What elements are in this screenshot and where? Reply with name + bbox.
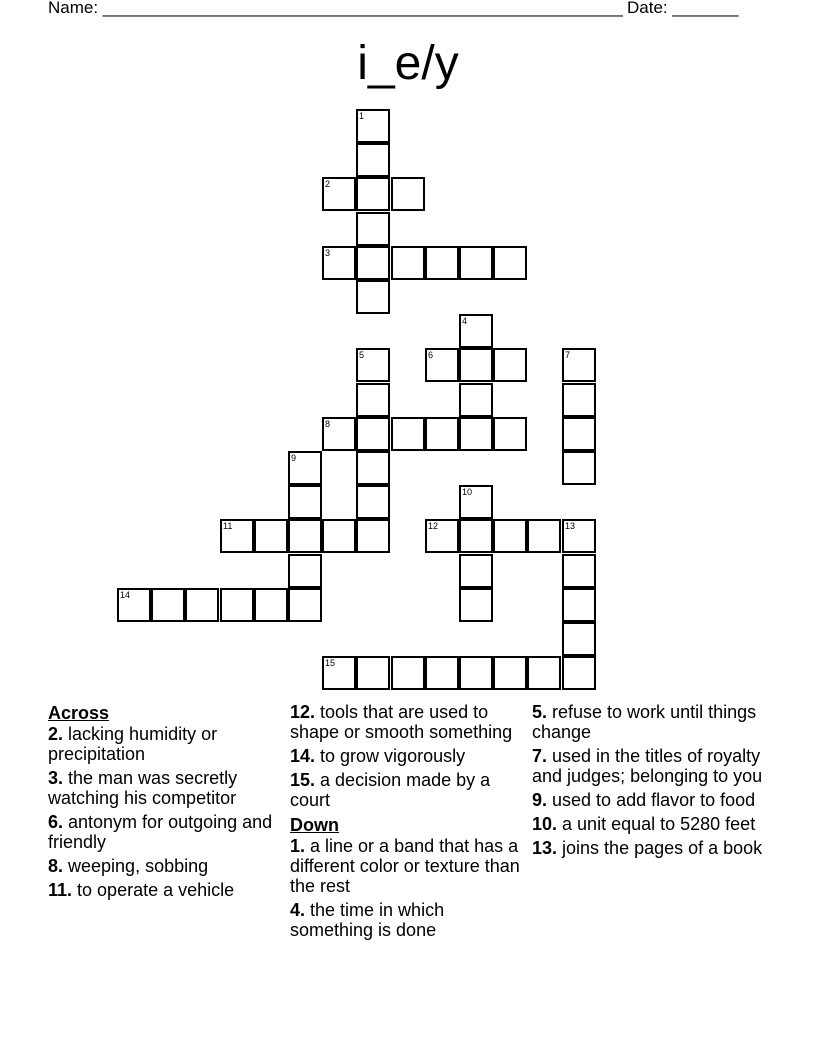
clue-text: used to add flavor to food	[547, 790, 756, 810]
grid-cell[interactable]	[425, 246, 459, 280]
grid-cell[interactable]	[562, 519, 596, 553]
clue-text: the man was secretly watching his competitor	[48, 768, 238, 808]
clue-across-11	[48, 880, 280, 900]
clue-number: 11.	[48, 880, 73, 900]
clue-number: 7.	[532, 746, 548, 766]
grid-cell[interactable]	[425, 348, 459, 382]
grid-cell[interactable]	[493, 519, 527, 553]
grid-cell[interactable]	[425, 656, 459, 690]
grid-cell[interactable]	[254, 519, 288, 553]
clue-number: 9.	[532, 790, 548, 810]
grid-cell[interactable]	[356, 417, 390, 451]
clue-column-3	[532, 702, 764, 862]
grid-cell[interactable]	[356, 177, 390, 211]
grid-cell[interactable]	[459, 417, 493, 451]
cell-number: 6	[428, 350, 434, 360]
clue-text: a line or a band that has a different color or texture than the rest	[290, 836, 520, 896]
clue-across-6	[48, 812, 280, 852]
grid-cell[interactable]	[356, 656, 390, 690]
clue-across-12	[290, 702, 522, 742]
grid-cell[interactable]	[185, 588, 219, 622]
clue-down-13	[532, 838, 764, 858]
grid-cell[interactable]	[459, 485, 493, 519]
cell-number: 1	[359, 111, 365, 121]
grid-cell[interactable]	[562, 348, 596, 382]
puzzle-title: i_e/y	[357, 37, 459, 90]
clue-text: used in the titles of royalty and judges; belonging to you	[532, 746, 763, 786]
grid-cell[interactable]	[356, 109, 390, 143]
cell-number: 8	[325, 419, 331, 429]
name-field-label: Name: _______________________________________________________	[48, 0, 623, 17]
clue-number: 2.	[48, 724, 64, 744]
grid-cell[interactable]	[562, 554, 596, 588]
grid-cell[interactable]	[288, 519, 322, 553]
clue-text: tools that are used to shape or smooth something	[290, 702, 513, 742]
down-heading: Down	[290, 815, 339, 835]
grid-cell[interactable]	[493, 246, 527, 280]
clue-text: lacking humidity or precipitation	[48, 724, 218, 764]
clue-text: refuse to work until things change	[532, 702, 757, 742]
grid-cell[interactable]	[459, 246, 493, 280]
clue-number: 13.	[532, 838, 558, 858]
grid-cell[interactable]	[356, 519, 390, 553]
cell-number: 10	[462, 487, 473, 497]
grid-cell[interactable]	[391, 417, 425, 451]
clue-down-5	[532, 702, 764, 742]
date-field-label: Date: _______	[627, 0, 739, 17]
grid-cell[interactable]	[459, 383, 493, 417]
cell-number: 14	[120, 590, 131, 600]
grid-cell[interactable]	[322, 519, 356, 553]
grid-cell[interactable]	[562, 588, 596, 622]
grid-cell[interactable]	[356, 143, 390, 177]
grid-cell[interactable]	[391, 177, 425, 211]
grid-cell[interactable]	[288, 485, 322, 519]
cell-number: 12	[428, 521, 439, 531]
grid-cell[interactable]	[459, 554, 493, 588]
clue-text: weeping, sobbing	[63, 856, 209, 876]
clue-column-1	[48, 702, 280, 904]
clue-across-2	[48, 724, 280, 764]
cell-number: 11	[223, 521, 233, 531]
grid-cell[interactable]	[527, 519, 561, 553]
grid-cell[interactable]	[288, 554, 322, 588]
grid-cell[interactable]	[527, 656, 561, 690]
grid-cell[interactable]	[356, 348, 390, 382]
grid-cell[interactable]	[151, 588, 185, 622]
clue-down-4	[290, 900, 522, 940]
clue-down-10	[532, 814, 764, 834]
grid-cell[interactable]	[220, 519, 254, 553]
grid-cell[interactable]	[356, 280, 390, 314]
clue-across-3	[48, 768, 280, 808]
grid-cell[interactable]	[288, 588, 322, 622]
grid-cell[interactable]	[356, 383, 390, 417]
clue-text: a unit equal to 5280 feet	[557, 814, 756, 834]
cell-number: 3	[325, 248, 331, 258]
clue-down-7	[532, 746, 764, 786]
clue-number: 12.	[290, 702, 316, 722]
grid-cell[interactable]	[356, 246, 390, 280]
grid-cell[interactable]	[459, 314, 493, 348]
clue-across-14	[290, 746, 522, 766]
grid-cell[interactable]	[425, 519, 459, 553]
clue-number: 8.	[48, 856, 64, 876]
clue-down-1	[290, 836, 522, 896]
clue-down-9	[532, 790, 764, 810]
grid-cell[interactable]	[391, 246, 425, 280]
cell-number: 9	[291, 453, 297, 463]
grid-cell[interactable]	[356, 451, 390, 485]
grid-cell[interactable]	[562, 417, 596, 451]
grid-cell[interactable]	[562, 656, 596, 690]
grid-cell[interactable]	[459, 348, 493, 382]
grid-cell[interactable]	[459, 588, 493, 622]
grid-cell[interactable]	[322, 656, 356, 690]
clue-across-8	[48, 856, 280, 876]
grid-cell[interactable]	[459, 656, 493, 690]
clue-number: 4.	[290, 900, 306, 920]
grid-cell[interactable]	[562, 383, 596, 417]
clue-across-15	[290, 770, 522, 810]
clue-text: a decision made by a court	[290, 770, 491, 810]
cell-number: 7	[565, 350, 571, 360]
grid-cell[interactable]	[322, 177, 356, 211]
grid-cell[interactable]	[220, 588, 254, 622]
grid-cell[interactable]	[117, 588, 151, 622]
grid-cell[interactable]	[493, 348, 527, 382]
grid-cell[interactable]	[562, 451, 596, 485]
cell-number: 13	[565, 521, 576, 531]
clue-text: to operate a vehicle	[72, 880, 235, 900]
grid-cell[interactable]	[493, 656, 527, 690]
grid-cell[interactable]	[562, 622, 596, 656]
grid-cell[interactable]	[493, 417, 527, 451]
clue-text: to grow vigorously	[315, 746, 466, 766]
grid-cell[interactable]	[356, 485, 390, 519]
clue-number: 3.	[48, 768, 64, 788]
grid-cell[interactable]	[254, 588, 288, 622]
clue-text: the time in which something is done	[290, 900, 445, 940]
grid-cell[interactable]	[391, 656, 425, 690]
cell-number: 4	[462, 316, 468, 326]
clue-text: antonym for outgoing and friendly	[48, 812, 273, 852]
clue-number: 1.	[290, 836, 306, 856]
cell-number: 15	[325, 658, 336, 668]
clue-column-2	[290, 702, 522, 944]
grid-cell[interactable]	[288, 451, 322, 485]
clue-number: 14.	[290, 746, 316, 766]
grid-cell[interactable]	[322, 417, 356, 451]
across-heading: Across	[48, 703, 110, 723]
clue-number: 5.	[532, 702, 548, 722]
clue-number: 6.	[48, 812, 64, 832]
grid-cell[interactable]	[425, 417, 459, 451]
clue-number: 15.	[290, 770, 316, 790]
grid-cell[interactable]	[322, 246, 356, 280]
clue-number: 10.	[532, 814, 558, 834]
grid-cell[interactable]	[459, 519, 493, 553]
cell-number: 2	[325, 179, 331, 189]
grid-cell[interactable]	[356, 212, 390, 246]
clue-text: joins the pages of a book	[557, 838, 763, 858]
cell-number: 5	[359, 350, 365, 360]
